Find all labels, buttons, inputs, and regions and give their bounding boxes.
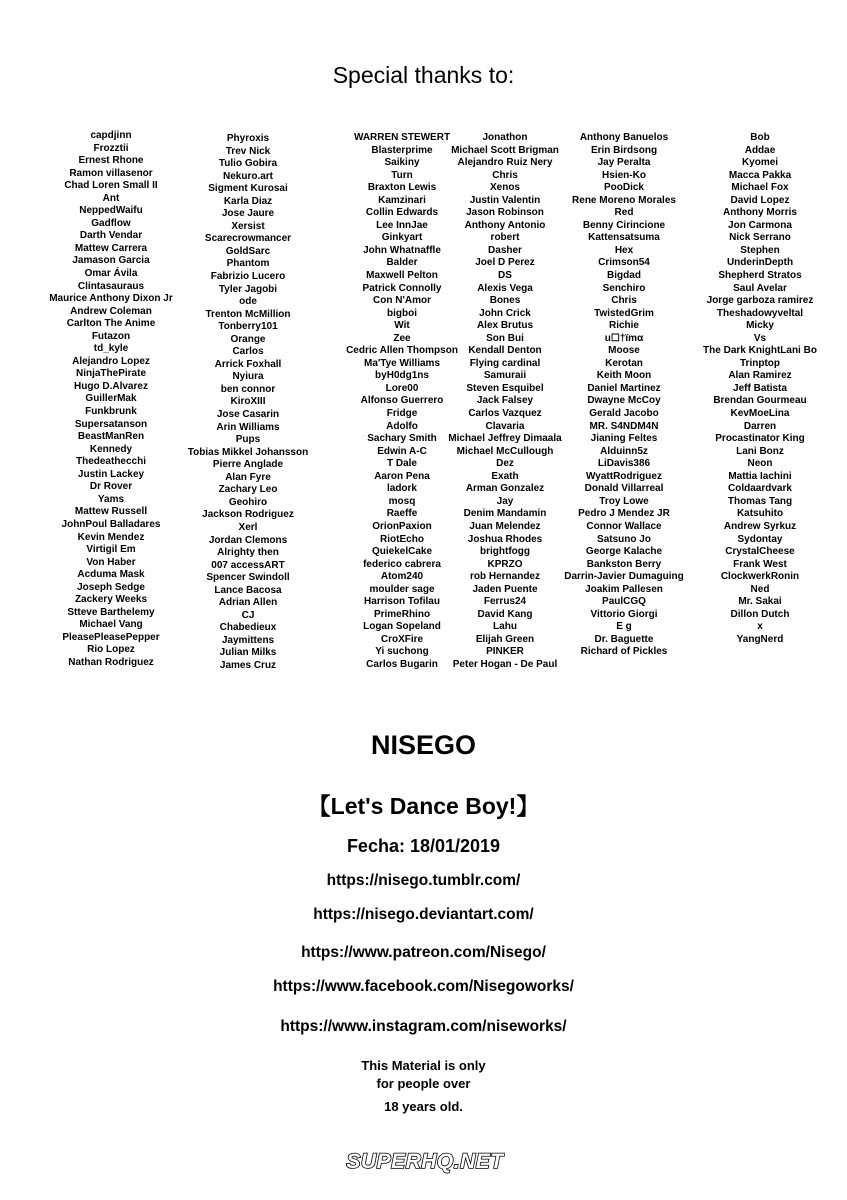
supporter-name: Xenos [489,182,520,194]
supporter-name: Ant [102,192,120,204]
supporter-name: Xerl [238,521,258,533]
supporter-name: Darren [743,420,777,432]
supporter-name: Ned [750,583,770,595]
supporter-name: Andrew Syrkuz [723,520,797,532]
supporter-name: Mr. Sakai [738,596,782,608]
supporter-name: Phantom [226,258,270,270]
supporter-name: Jamason Garcia [72,255,150,267]
supporter-name: Justin Valentin [469,194,541,206]
superhq-logo-icon [345,1148,505,1174]
supporter-name: Frank West [733,558,787,570]
supporter-name: ben connor [220,383,276,395]
supporter-name: u☐†ïmα [604,332,644,344]
supporter-name: Lore00 [385,382,419,394]
supporter-name: Tyler Jagobi [218,283,278,295]
supporter-name: CroXFire [380,633,424,645]
supporter-name: Bob [750,132,770,143]
supporter-name: Kennedy [89,443,133,455]
supporter-name: Hsien-Ko [602,169,646,181]
supporter-name: Shepherd Stratos [718,270,802,282]
supporter-name: Theshadowyveltal [716,307,804,319]
supporter-name: Scarecrowmancer [204,233,292,245]
supporter-name: Dr. Baguette [594,633,654,645]
supporter-name: Blasterprime [371,144,433,156]
supporter-name: George Kalache [585,546,663,558]
supporter-name: RiotEcho [380,533,424,545]
supporter-name: Sydontay [737,533,783,545]
supporter-name: PrimeRhino [373,608,431,620]
supporter-name: Arrick Foxhall [214,358,282,370]
supporters-column-6 [682,132,838,646]
supporter-name: Addae [744,144,776,156]
supporter-name: Kendall Denton [468,345,542,357]
supporter-name: Son Bui [486,332,524,344]
supporter-name: James Cruz [219,659,277,671]
supporter-name: BeastManRen [77,431,145,443]
supporter-name: ClockwerkRonin [720,571,800,583]
supporter-name: brightfogg [480,546,530,558]
supporter-name: Carlos Vazquez [468,408,542,420]
supporter-name: Pierre Anglade [212,459,284,471]
supporter-name: Michael Fox [731,182,789,194]
supporter-name: capdjinn [90,130,132,141]
supporter-name: ladork [386,483,417,495]
supporter-name: td_kyle [93,343,129,355]
supporter-name: Steven Esquibel [466,382,544,394]
supporter-name: Procastinator King [715,433,805,445]
supporter-name: bigboi [387,307,417,319]
supporter-name: Exath [491,470,519,482]
supporter-name: Gadflow [91,217,131,229]
supporter-name: Vs [753,332,767,344]
supporter-name: Raeffe [386,508,418,520]
supporter-name: David Kang [477,608,533,620]
supporter-name: Yi suchong [375,646,429,658]
supporter-name: Juan Melendez [469,520,541,532]
supporter-name: Hugo D.Alvarez [74,380,148,392]
supporter-name: Jianing Feltes [590,433,658,445]
supporter-name: Dasher [488,244,522,256]
supporter-name: The Dark KnightLani Bo [703,345,817,357]
supporter-name: Patrick Connolly [362,282,442,294]
supporter-name: MR. S4NDM4N [589,420,659,432]
supporter-name: Benny Cirincione [582,219,666,231]
supporter-name: Samuraii [483,370,527,382]
supporter-name: Maurice Anthony Dixon Jr [49,293,173,305]
supporter-name: TwistedGrim [594,307,654,319]
supporter-name: Nekuro.art [222,170,273,182]
supporter-name: Connor Wallace [586,520,662,532]
supporter-name: Kerotan [605,357,643,369]
supporter-name: NinjaThePirate [75,368,147,380]
supporter-name: Phyroxis [226,133,270,144]
supporter-name: LiDavis386 [597,458,651,470]
supporter-name: Jack Falsey [476,395,534,407]
supporter-name: David Lopez [730,194,790,206]
supporter-name: Flying cardinal [469,357,541,369]
supporter-name: Donald Villarreal [584,483,664,495]
supporter-name: Carlton The Anime [66,318,156,330]
supporter-name: Lani Bonz [736,445,784,457]
supporter-name: Gerald Jacobo [589,408,659,420]
supporter-name: Hex [614,244,634,256]
superhq-watermark-logo [345,1148,505,1174]
supporter-name: Con N'Amor [373,295,431,307]
supporter-name: Dr Rover [89,481,133,493]
supporter-name: Funkbrunk [85,406,137,418]
supporter-name: Joakim Pallesen [585,583,663,595]
deviantart-link[interactable]: https://nisego.deviantart.com/ [313,906,534,923]
supporter-name: Sachary Smith [367,433,437,445]
supporter-name: Jose Jaure [221,208,275,220]
supporter-name: Alfonso Guerrero [360,395,444,407]
supporter-name: Erin Birdsong [590,144,658,156]
supporter-name: Vittorio Giorgi [590,608,658,620]
supporter-name: Michael Jeffrey Dimaala [448,433,562,445]
supporter-name: Ramon villasenor [69,167,153,179]
supporter-name: GuillerMak [85,393,137,405]
logo-text: SUPERHQ.NET [346,1150,504,1173]
supporters-column-4 [440,132,570,672]
supporter-name: Justin Lackey [77,468,145,480]
supporter-name: Michael Scott Brigman [451,144,559,156]
supporter-name: T Dale [386,458,417,470]
supporter-name: Kattensatsuma [588,232,660,244]
supporter-name: CJ [241,609,255,621]
supporter-name: Clavaria [485,420,525,432]
supporter-name: Saikiny [384,157,420,169]
supporter-name: Ma'Tye Williams [363,357,440,369]
patreon-link[interactable]: https://www.patreon.com/Nisego/ [301,944,546,961]
supporter-name: Tonberry101 [218,321,278,333]
supporter-name: Julian Milks [219,647,277,659]
supporter-name: JohnPoul Balladares [61,518,161,530]
supporter-name: Alejandro Lopez [72,355,150,367]
supporter-name: Nathan Rodriguez [68,656,154,668]
supporter-name: Braxton Lewis [367,182,437,194]
supporter-name: Lance Bacosa [214,584,282,596]
supporter-name: GoldSarc [225,245,271,257]
supporter-name: byH0dg1ns [375,370,429,382]
supporter-name: ode [239,296,257,308]
supporter-name: Crimson54 [598,257,650,269]
supporter-name: Xersist [231,220,265,232]
supporter-name: Jaden Puente [472,583,538,595]
supporter-name: Joseph Sedge [77,581,145,593]
supporter-name: Moose [608,345,640,357]
supporter-name: Andrew Coleman [70,305,152,317]
supporter-name: Arman Gonzalez [465,483,545,495]
supporter-name: Logan Sopeland [363,621,441,633]
supporter-name: Frozztii [93,142,129,154]
supporter-name: PooDick [603,182,644,194]
supporter-name: Kevin Mendez [77,531,145,543]
supporter-name: Geohiro [228,496,268,508]
supporter-name: Turn [391,169,413,181]
supporter-name: KiroXIII [230,396,266,408]
supporter-name: Red [614,207,634,219]
supporter-name: Chris [492,169,518,181]
tumblr-link[interactable]: https://nisego.tumblr.com/ [326,872,521,889]
age-notice-line-1: This Material is only [361,1058,486,1073]
supporter-name: Fridge [386,408,418,420]
supporter-name: Cedric Allen Thompson [346,345,458,357]
supporter-name: Adrian Allen [218,597,278,609]
supporter-name: KPRZO [487,558,523,570]
supporter-name: Anthony Morris [723,207,797,219]
instagram-link[interactable]: https://www.instagram.com/niseworks/ [280,1018,567,1035]
supporter-name: Trenton McMillion [205,308,291,320]
supporter-name: Lee InnJae [376,219,428,231]
supporter-name: Adolfo [386,420,418,432]
supporter-name: Michael McCullough [456,445,554,457]
supporter-name: Tulio Gobira [218,158,278,170]
supporter-name: Nyiura [232,371,264,383]
supporter-name: PleasePleasePepper [62,631,160,643]
supporter-name: Bones [489,295,521,307]
supporter-name: Jordan Clemons [208,534,288,546]
supporter-name: Zackery Weeks [74,594,148,606]
supporter-name: Alrighty then [217,547,279,559]
supporter-name: Tobias Mikkel Johansson [187,446,309,458]
supporter-name: Mattew Russell [74,506,148,518]
facebook-link[interactable]: https://www.facebook.com/Nisegoworks/ [273,978,574,995]
supporter-name: Chris [611,295,637,307]
supporter-name: Stteve Barthelemy [67,606,155,618]
supporter-name: Collin Edwards [365,207,439,219]
supporter-name: Darrin-Javier Dumaguing [564,571,684,583]
supporter-name: Alejandro Ruiz Nery [457,157,553,169]
supporter-name: robert [490,232,520,244]
supporter-name: QuiekelCake [371,546,433,558]
supporter-name: Micky [746,320,774,332]
supporter-name: Edwin A-C [377,445,427,457]
supporter-name: Trinptop [740,357,780,369]
supporters-column-2 [178,133,318,673]
supporter-name: WARREN STEWERT [353,132,451,143]
supporter-name: Supersatanson [74,418,148,430]
supporter-name: YangNerd [736,633,784,645]
supporter-name: Chad Loren Small II [64,180,158,192]
supporter-name: Acduma Mask [77,569,145,581]
supporter-name: OrionPaxion [372,520,432,532]
supporter-name: Dillon Dutch [730,608,790,620]
supporter-name: Macca Pakka [728,169,792,181]
supporter-name: Spencer Swindoll [206,572,290,584]
supporter-name: Maxwell Pelton [366,270,438,282]
supporter-name: Daniel Martinez [587,382,661,394]
supporter-name: Jon Carmona [728,219,792,231]
supporter-name: Lahu [493,621,517,633]
supporter-name: Jay [496,495,514,507]
supporter-name: Ginkyart [381,232,423,244]
supporter-name: Michael Vang [79,619,143,631]
supporter-name: Sigment Kurosai [208,183,288,195]
supporter-name: mosq [388,495,416,507]
supporter-name: Jeff Batista [733,382,787,394]
supporter-name: Coldaardvark [728,483,792,495]
supporter-name: PINKER [486,646,524,658]
release-date: Fecha: 18/01/2019 [346,836,501,856]
supporter-name: rob Hernandez [469,571,540,583]
supporter-name: Alexis Vega [477,282,533,294]
supporter-name: Arin Williams [216,421,280,433]
supporter-name: Orange [230,333,266,345]
supporter-name: Richie [608,320,639,332]
supporter-name: Von Haber [86,556,136,568]
supporter-name: Chabedieux [219,622,277,634]
supporter-name: Thomas Tang [727,495,793,507]
supporter-name: x [757,621,763,633]
supporter-name: Thedeathecchi [75,456,147,468]
supporter-name: Atom240 [380,571,424,583]
supporter-name: Jonathon [482,132,528,143]
supporter-name: Omar Ávila [84,268,138,280]
supporter-name: Saul Avelar [733,282,787,294]
supporter-name: 007 accessART [211,559,285,571]
supporter-name: John Crick [479,307,531,319]
supporter-name: Wit [394,320,410,332]
supporter-name: CrystalCheese [725,546,795,558]
supporter-name: Karla Diaz [223,195,273,207]
supporter-name: Alduinn5z [600,445,648,457]
supporter-name: Darth Vendar [79,230,143,242]
supporter-name: Anthony Banuelos [579,132,669,143]
supporter-name: Katsuhito [736,508,784,520]
supporter-name: Jay Peralta [597,157,651,169]
supporter-name: Fabrizio Lucero [210,271,286,283]
supporter-name: Ferrus24 [483,596,527,608]
artist-name: NISEGO [370,730,477,760]
supporter-name: Kamzinari [378,194,426,206]
supporter-name: Trev Nick [225,145,271,157]
supporter-name: Carlos Bugarin [366,658,438,670]
supporter-name: Neon [747,458,773,470]
supporter-name: E g [616,621,632,633]
supporter-name: KevMoeLina [730,408,790,420]
supporter-name: Clintasauraus [77,280,145,292]
supporter-name: Denim Mandamin [463,508,547,520]
supporter-name: Bankston Berry [586,558,662,570]
supporter-name: Mattew Carrera [74,242,148,254]
supporter-name: Pedro J Mendez JR [578,508,670,520]
supporter-name: Dwayne McCoy [587,395,661,407]
supporter-name: Rio Lopez [87,644,135,656]
supporters-column-5 [558,132,690,659]
supporter-name: Stephen [740,244,780,256]
supporter-name: Troy Lowe [599,495,649,507]
supporter-name: Anthony Antonio [464,219,546,231]
supporter-name: DS [498,270,512,282]
supporter-name: Harrison Tofilau [364,596,440,608]
supporter-name: Richard of Pickles [580,646,668,658]
supporter-name: Aaron Pena [374,470,430,482]
supporter-name: Alan Fyre [225,471,271,483]
supporter-name: Alex Brutus [476,320,534,332]
special-thanks-heading: Special thanks to: [332,62,515,88]
supporter-name: Jaymittens [221,634,275,646]
supporter-name: Keith Moon [596,370,652,382]
supporter-name: Yams [97,493,125,505]
supporter-name: Jorge garboza ramirez [706,295,814,307]
supporters-column-1 [26,130,196,670]
supporter-name: Zachary Leo [218,484,278,496]
supporter-name: Brendan Gourmeau [713,395,807,407]
supporter-name: Jason Robinson [466,207,544,219]
supporter-name: Joel D Perez [475,257,535,269]
supporter-name: Joshua Rhodes [467,533,543,545]
supporter-name: Mattia Iachini [728,470,792,482]
supporter-name: moulder sage [369,583,435,595]
supporter-name: Virtigil Em [86,544,136,556]
supporter-name: Senchiro [602,282,646,294]
supporter-name: UnderinDepth [726,257,794,269]
supporter-name: Elijah Green [475,633,535,645]
supporter-name: Peter Hogan - De Paul [452,658,558,670]
supporter-name: Satsuno Jo [597,533,651,545]
supporter-name: Zee [393,332,411,344]
supporter-name: Futazon [91,330,131,342]
supporter-name: Jose Casarin [216,409,280,421]
age-notice-line-2: for people over [376,1076,471,1091]
supporter-name: Pups [235,434,261,446]
supporter-name: Bigdad [607,270,641,282]
supporter-name: Balder [386,257,418,269]
supporter-name: Nick Serrano [729,232,791,244]
supporter-name: Dez [496,458,514,470]
work-title: 【Let's Dance Boy!】 [307,793,540,819]
supporter-name: Kyomei [741,157,779,169]
supporter-name: federico cabrera [363,558,441,570]
supporter-name: Rene Moreno Morales [572,194,676,206]
supporter-name: John Whatnaffle [363,244,441,256]
supporter-name: PaulCGQ [602,596,646,608]
supporter-name: NeppedWaifu [79,205,143,217]
supporter-name: WyattRodriguez [586,470,662,482]
supporter-name: Ernest Rhone [78,155,144,167]
supporter-name: Alan Ramirez [728,370,792,382]
supporter-name: Jackson Rodriguez [202,509,294,521]
age-notice-line-3: 18 years old. [384,1099,463,1114]
supporter-name: Carlos [232,346,264,358]
